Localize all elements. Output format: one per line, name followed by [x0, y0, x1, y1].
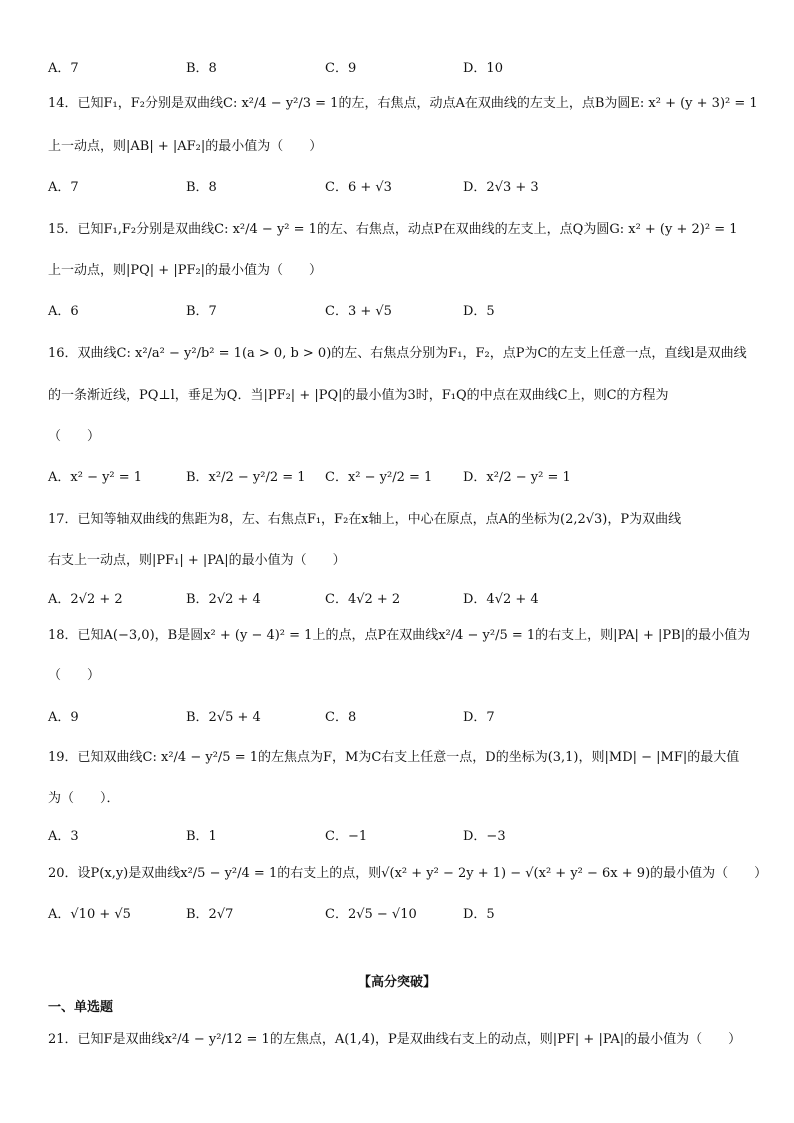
- q19-options: [48, 825, 748, 845]
- q20-options: [48, 903, 748, 923]
- q20-option-b: B．2√7: [186, 907, 234, 922]
- q16-option-b: B．x²/2 − y²/2 = 1: [186, 470, 306, 485]
- q17-option-a: A．2√2 + 2: [48, 592, 123, 607]
- q17-option-d: D．4√2 + 4: [463, 592, 539, 607]
- q19-stem-line1: 19．已知双曲线C: x²/4 − y²/5 = 1的左焦点为F，M为C右支上任意一点，D的坐标为(3,1)，则|MD| − |MF|的最大值: [48, 750, 740, 765]
- q14-stem-line2: 上一动点，则|AB| + |AF₂|的最小值为（ ）: [48, 139, 323, 154]
- q16-options: [48, 466, 748, 486]
- q16-option-c: C．x² − y²/2 = 1: [325, 470, 433, 485]
- q18-stem-line2: （ ）: [48, 668, 101, 683]
- q18-option-a: A．9: [48, 710, 79, 725]
- q18-stem-line1: 18．已知A(−3,0)，B是圆x² + (y − 4)² = 1上的点，点P在双曲线x²/4 − y²/5 = 1的右支上，则|PA| + |PB|的最小值为: [48, 628, 751, 643]
- q13-option-d: D．10: [463, 61, 503, 76]
- q18-option-d: D．7: [463, 710, 495, 725]
- section-title: 【高分突破】: [357, 975, 436, 990]
- q14-stem-line1: 14．已知F₁，F₂分别是双曲线C: x²/4 − y²/3 = 1的左，右焦点，动点A在双曲线的左支上，点B为圆E: x² + (y + 3)² = 1: [48, 96, 758, 111]
- q13-options: [48, 57, 748, 77]
- q21-stem-line1: 21．已知F是双曲线x²/4 − y²/12 = 1的左焦点，A(1,4)，P是双曲线右支上的动点，则|PF| + |PA|的最小值为（ ）: [48, 1032, 742, 1047]
- q14-option-b: B．8: [186, 180, 217, 195]
- q18-option-b: B．2√5 + 4: [186, 710, 261, 725]
- q14-option-c: C．6 + √3: [325, 180, 392, 195]
- q16-stem-line1: 16．双曲线C: x²/a² − y²/b² = 1(a > 0, b > 0)的左、右焦点分别为F₁，F₂，点P为C的左支上任意一点，直线l是双曲线: [48, 346, 747, 361]
- q19-option-c: C．−1: [325, 829, 368, 844]
- section-subtitle: 一、单选题: [48, 1000, 114, 1015]
- q16-stem-line2: 的一条渐近线，PQ⊥l，垂足为Q．当|PF₂| + |PQ|的最小值为3时，F₁Q的中点在双曲线C上，则C的方程为: [48, 388, 669, 403]
- q19-option-b: B．1: [186, 829, 217, 844]
- q15-options: [48, 300, 748, 320]
- q20-option-c: C．2√5 − √10: [325, 907, 417, 922]
- q17-option-c: C．4√2 + 2: [325, 592, 401, 607]
- q20-option-d: D．5: [463, 907, 495, 922]
- q20-stem-line1: 20．设P(x,y)是双曲线x²/5 − y²/4 = 1的右支上的点，则√(x² + y² − 2y + 1) − √(x² + y² − 6x + 9)的最小值为（ ）: [48, 866, 768, 881]
- q17-stem-line2: 右支上一动点，则|PF₁| + |PA|的最小值为（ ）: [48, 553, 346, 568]
- q17-options: [48, 588, 748, 608]
- q13-option-a: A．7: [48, 61, 79, 76]
- q19-option-a: A．3: [48, 829, 79, 844]
- q13-option-c: C．9: [325, 61, 357, 76]
- q14-options: [48, 176, 748, 196]
- q15-option-a: A．6: [48, 304, 79, 319]
- q19-stem-line2: 为（ ）．: [48, 791, 120, 806]
- q15-stem-line1: 15．已知F₁,F₂分别是双曲线C: x²/4 − y² = 1的左、右焦点，动点P在双曲线的左支上，点Q为圆G: x² + (y + 2)² = 1: [48, 222, 738, 237]
- q14-option-d: D．2√3 + 3: [463, 180, 539, 195]
- q19-option-d: D．−3: [463, 829, 506, 844]
- q15-option-d: D．5: [463, 304, 495, 319]
- q13-option-b: B．8: [186, 61, 217, 76]
- q15-option-c: C．3 + √5: [325, 304, 392, 319]
- q15-option-b: B．7: [186, 304, 217, 319]
- q18-options: [48, 706, 748, 726]
- q20-option-a: A．√10 + √5: [48, 907, 131, 922]
- q14-option-a: A．7: [48, 180, 79, 195]
- q16-stem-line3: （ ）: [48, 429, 101, 444]
- q16-option-a: A．x² − y² = 1: [48, 470, 143, 485]
- q17-option-b: B．2√2 + 4: [186, 592, 261, 607]
- q16-option-d: D．x²/2 − y² = 1: [463, 470, 571, 485]
- q17-stem-line1: 17．已知等轴双曲线的焦距为8，左、右焦点F₁，F₂在x轴上，中心在原点，点A的坐标为(2,2√3)，P为双曲线: [48, 512, 682, 527]
- q18-option-c: C．8: [325, 710, 357, 725]
- q15-stem-line2: 上一动点，则|PQ| + |PF₂|的最小值为（ ）: [48, 263, 323, 278]
